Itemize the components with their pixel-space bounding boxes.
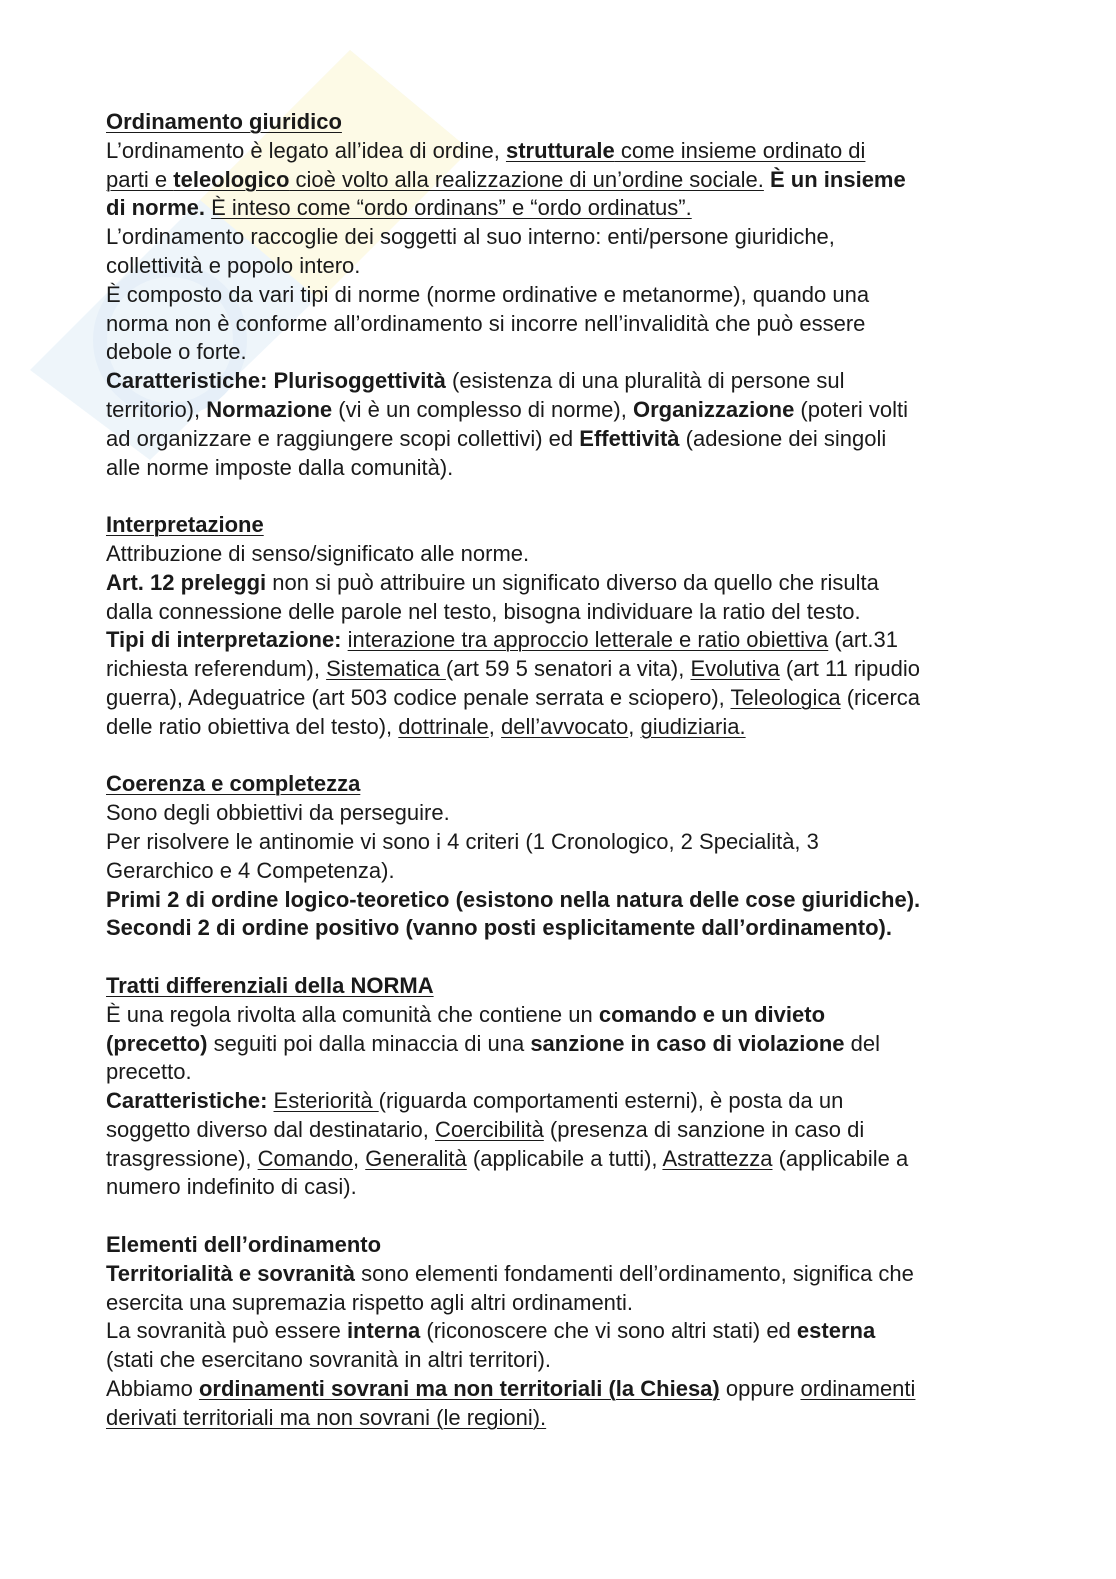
text-segment: (art.31 [828, 627, 898, 653]
text-line [106, 223, 1066, 252]
text-segment: del [844, 1030, 880, 1056]
text-segment: debole o forte. [106, 339, 247, 365]
text-segment: Generalità [365, 1145, 467, 1171]
text-line [106, 598, 1066, 627]
section-heading [106, 108, 1066, 137]
text-segment: delle ratio obiettiva del testo), [106, 713, 399, 739]
section [106, 108, 1066, 511]
text-line [106, 713, 1066, 742]
text-segment: dalla connessione delle parole nel testo, bisogna individuare la ratio del testo. [106, 598, 861, 624]
text-segment: Coerenza e completezza [106, 771, 361, 797]
text-segment: (applicabile a [772, 1145, 909, 1171]
text-segment: strutturale [505, 137, 615, 163]
text-segment: Caratteristiche: Plurisoggettività [106, 368, 446, 394]
text-line [106, 1317, 1066, 1346]
text-segment: (esistenza di una pluralità di persone sul [445, 368, 845, 394]
text-segment: Art. 12 preleggi [106, 569, 267, 595]
text-line [106, 655, 1066, 684]
text-segment: Interpretazione [106, 512, 264, 538]
text-segment: (poteri volti [794, 396, 909, 422]
text-segment: teleologico [173, 166, 290, 192]
text-line [106, 338, 1066, 367]
text-segment: Sistematica [326, 656, 446, 682]
text-line [106, 857, 1066, 886]
text-line [106, 1404, 1066, 1433]
text-segment: trasgressione), [106, 1145, 258, 1171]
text-segment: (precetto) [106, 1030, 208, 1056]
text-line [106, 1116, 1066, 1145]
text-segment: guerra), Adeguatrice (art 503 codice penale serrata e sciopero), [106, 684, 731, 710]
text-segment: , [488, 713, 502, 739]
text-segment: Coercibilità [434, 1116, 544, 1142]
blank-line [106, 482, 1066, 511]
text-segment: Comando [257, 1145, 354, 1171]
text-segment: È un insieme [770, 166, 906, 192]
text-segment: parti e [106, 166, 174, 192]
text-segment: La sovranità può essere [106, 1318, 347, 1344]
text-segment: Secondi 2 di ordine positivo (vanno posti esplicitamente dall’ordinamento). [106, 915, 892, 941]
text-segment: Organizzazione [632, 396, 795, 422]
section-heading [106, 1231, 1066, 1260]
text-segment: ordinamenti sovrani ma non territoriali (la Chiesa) [198, 1376, 720, 1402]
text-segment: derivati territoriali ma non sovrani (le regioni). [106, 1404, 547, 1430]
text-line [106, 540, 1066, 569]
text-segment: Ordinamento giuridico [106, 109, 342, 134]
text-segment: seguiti poi dalla minaccia di una [207, 1030, 531, 1056]
text-segment: (riguarda comportamenti esterni), è posta da un [378, 1088, 844, 1114]
text-line [106, 310, 1066, 339]
text-segment: oppure [719, 1376, 801, 1402]
text-segment: numero indefinito di casi). [106, 1174, 357, 1200]
text-segment: precetto. [106, 1059, 192, 1085]
text-segment: sanzione in caso di violazione [530, 1030, 845, 1056]
text-segment: di norme. [106, 195, 206, 221]
section [106, 511, 1066, 770]
text-line [106, 828, 1066, 857]
text-segment: non si può attribuire un significato diverso da quello che risulta [266, 569, 879, 595]
text-segment: , [353, 1145, 366, 1171]
text-segment: ad organizzare e raggiungere scopi collettivi) ed [106, 425, 580, 451]
text-segment: come insieme ordinato di [614, 137, 866, 163]
text-segment: Primi 2 di ordine logico-teoretico (esistono nella natura delle cose giuridiche). [106, 886, 921, 912]
text-segment: Tipi di interpretazione: [106, 627, 342, 653]
text-segment: (ricerca [840, 684, 921, 710]
text-segment: È una regola rivolta alla comunità che contiene un [106, 1001, 599, 1027]
text-segment: Per risolvere le antinomie vi sono i 4 criteri (1 Cronologico, 2 Specialità, 3 [106, 828, 819, 854]
text-segment: Attribuzione di senso/significato alle norme. [106, 540, 530, 566]
text-line [106, 425, 1066, 454]
text-segment: L’ordinamento è legato all’idea di ordine, [106, 137, 506, 163]
text-segment: collettività e popolo intero. [106, 252, 361, 278]
text-line [106, 137, 1066, 166]
text-line [106, 1145, 1066, 1174]
text-segment: norma non è conforme all’ordinamento si incorre nell’invalidità che può essere [106, 310, 866, 336]
section-heading [106, 770, 1066, 799]
text-segment: richiesta referendum), [106, 656, 327, 682]
text-line [106, 886, 1066, 915]
text-segment: sono elementi fondamenti dell’ordinamento, significa che [355, 1260, 914, 1286]
text-segment: giudiziaria. [640, 713, 746, 739]
text-segment: esterna [796, 1318, 876, 1344]
text-segment: territorio), [106, 396, 207, 422]
text-segment: interna [346, 1318, 421, 1344]
text-line [106, 194, 1066, 223]
text-segment: Evolutiva [690, 656, 780, 682]
text-segment: Astrattezza [662, 1145, 773, 1171]
text-segment: interazione tra approccio letterale e ratio obiettiva [347, 627, 829, 653]
text-segment: Sono degli obbiettivi da perseguire. [106, 800, 450, 826]
text-segment: Normazione [206, 396, 333, 422]
text-segment: (art 59 5 senatori a vita), [445, 656, 691, 682]
text-segment: (art 11 ripudio [779, 656, 920, 682]
text-segment: (vi è un complesso di norme), [332, 396, 633, 422]
text-segment: ordinamenti [800, 1376, 916, 1402]
text-line [106, 1058, 1066, 1087]
text-segment: dottrinale [398, 713, 489, 739]
section [106, 1231, 1066, 1433]
text-line [106, 396, 1066, 425]
text-segment: (applicabile a tutti), [466, 1145, 663, 1171]
text-line [106, 569, 1066, 598]
text-line [106, 1289, 1066, 1318]
blank-line [106, 742, 1066, 771]
text-line [106, 1375, 1066, 1404]
text-line [106, 1087, 1066, 1116]
text-line [106, 914, 1066, 943]
text-segment: Elementi dell’ordinamento [106, 1232, 382, 1258]
text-line [106, 1001, 1066, 1030]
text-segment: dell’avvocato [501, 713, 629, 739]
text-segment: (stati che esercitano sovranità in altri territori). [106, 1347, 552, 1373]
blank-line [106, 1202, 1066, 1231]
text-line [106, 166, 1066, 195]
blank-line [106, 943, 1066, 972]
text-segment: Tratti differenziali della NORMA [106, 972, 434, 998]
document-page [106, 108, 1066, 1433]
text-segment: (presenza di sanzione in caso di [543, 1116, 865, 1142]
text-line [106, 1173, 1066, 1202]
text-segment: cioè volto alla realizzazione di un’ordine sociale. [289, 166, 764, 192]
text-segment: soggetto diverso dal destinatario, [106, 1116, 435, 1142]
section-heading [106, 972, 1066, 1001]
text-line [106, 281, 1066, 310]
text-line [106, 684, 1066, 713]
text-line [106, 1260, 1066, 1289]
text-segment: Teleologica [730, 684, 841, 710]
text-segment: È composto da vari tipi di norme (norme ordinative e metanorme), quando una [106, 281, 870, 307]
text-line [106, 367, 1066, 396]
section [106, 972, 1066, 1231]
text-segment: L’ordinamento raccoglie dei soggetti al suo interno: enti/persone giuridiche, [106, 224, 835, 250]
text-segment: Abbiamo [106, 1376, 199, 1402]
section-heading [106, 511, 1066, 540]
text-segment: Territorialità e sovranità [106, 1260, 356, 1286]
text-segment: alle norme imposte dalla comunità). [106, 454, 454, 480]
text-segment: È inteso come “ordo ordinans” e “ordo ordinatus”. [211, 195, 692, 221]
text-line [106, 252, 1066, 281]
text-line [106, 1030, 1066, 1059]
text-segment: esercita una supremazia rispetto agli altri ordinamenti. [106, 1289, 634, 1315]
text-line [106, 454, 1066, 483]
section [106, 770, 1066, 972]
text-segment: , [628, 713, 641, 739]
text-segment: comando e un divieto [598, 1001, 826, 1027]
text-segment: Effettività [579, 425, 680, 451]
text-line [106, 626, 1066, 655]
text-line [106, 799, 1066, 828]
text-segment: Caratteristiche: [106, 1088, 268, 1114]
text-segment: Esteriorità [273, 1088, 379, 1114]
text-segment: (adesione dei singoli [679, 425, 887, 451]
text-segment: (riconoscere che vi sono altri stati) ed [420, 1318, 797, 1344]
text-segment: Gerarchico e 4 Competenza). [106, 857, 395, 883]
text-line [106, 1346, 1066, 1375]
